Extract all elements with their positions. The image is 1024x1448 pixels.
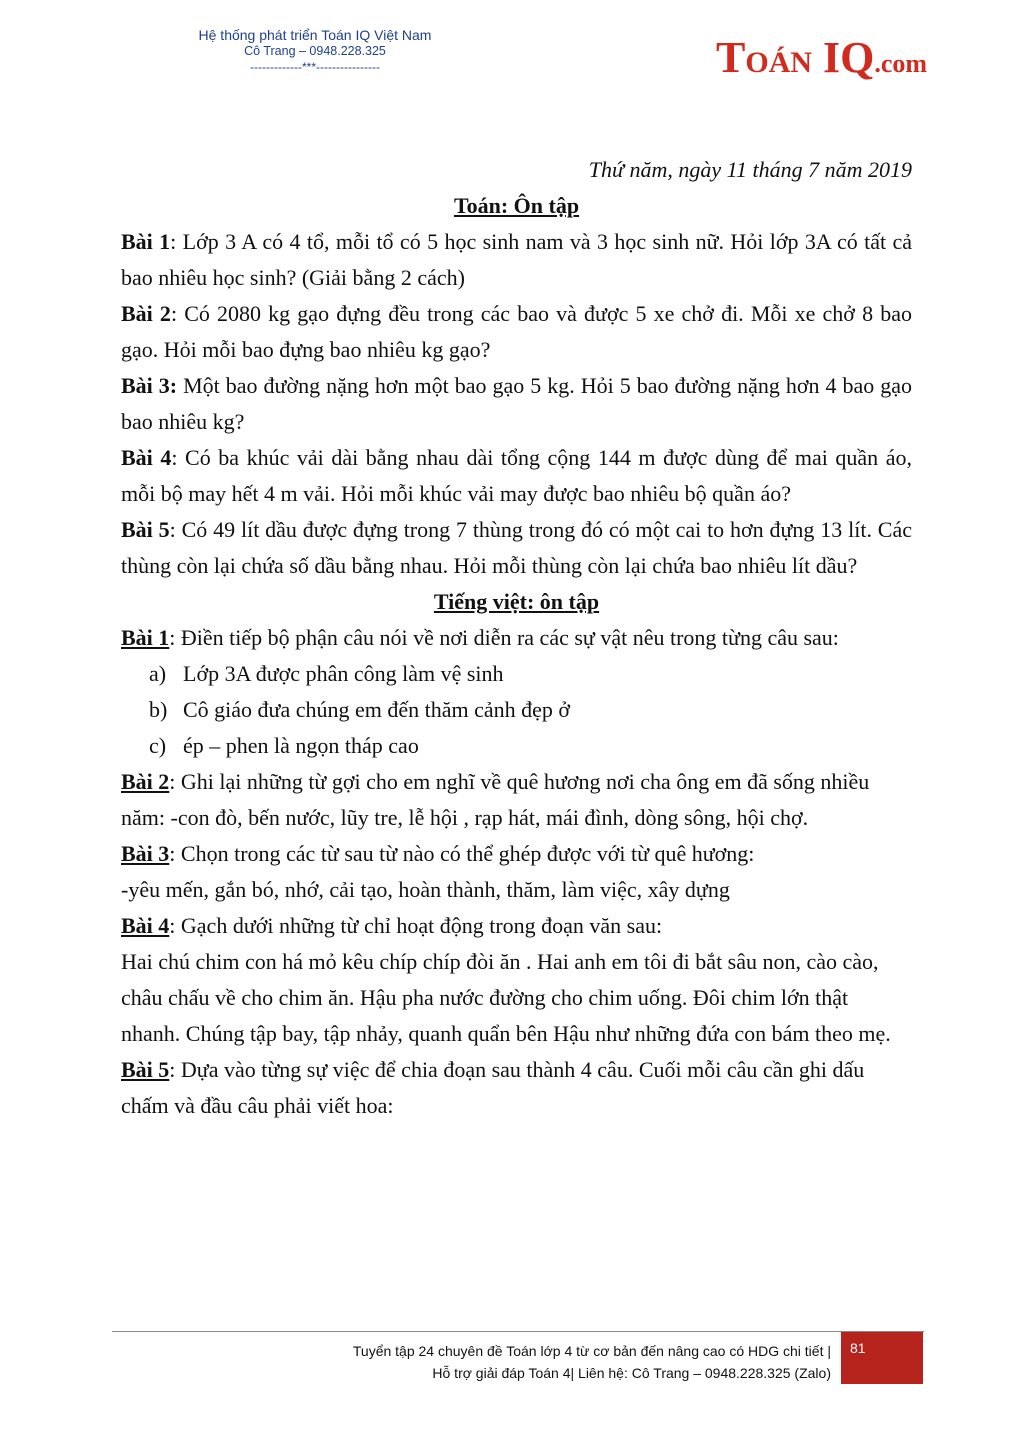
vn-exercise-1-item-c [121, 728, 912, 764]
exercise-text: : Điền tiếp bộ phận câu nói về nơi diễn ra các sự vật nêu trong từng câu sau: [169, 625, 839, 650]
problem-text: Có 2080 kg gạo đựng đều trong các bao và được 5 xe chở đi. Mỗi xe chở 8 bao gạo. Hỏi mỗi bao đựng bao nhiêu kg gạo? [121, 301, 912, 362]
math-problem-3 [121, 368, 912, 440]
problem-label: Bài 1 [121, 229, 171, 254]
math-problem-1 [121, 224, 912, 296]
logo-dot-com: .com [874, 49, 928, 78]
logo-letters-oan: OÁN [745, 46, 813, 79]
document-date: Thứ năm, ngày 11 tháng 7 năm 2019 [588, 157, 912, 182]
problem-text: Một bao đường nặng hơn một bao gạo 5 kg. Hỏi 5 bao đường nặng hơn 4 bao gạo bao nhiêu kg? [121, 373, 912, 434]
problem-sep: : [169, 517, 176, 542]
item-marker: c) [149, 733, 167, 758]
header-line-3: -------------***---------------- [250, 60, 380, 74]
page-number-box [841, 1332, 923, 1384]
problem-label: Bài 3: [121, 373, 178, 398]
vn-exercise-1 [121, 620, 912, 656]
vn-exercise-1-item-b [121, 692, 912, 728]
header-info [160, 27, 470, 75]
exercise-text: : Gạch dưới những từ chỉ hoạt động trong đoạn văn sau: [169, 913, 663, 938]
problem-label: Bài 2 [121, 301, 171, 326]
exercise-label: Bài 3 [121, 841, 170, 866]
exercise-label: Bài 1 [121, 625, 170, 650]
problem-text: Lớp 3 A có 4 tổ, mỗi tổ có 5 học sinh nam và 3 học sinh nữ. Hỏi lớp 3A có tất cả bao nhiêu học sinh? (Giải bằng 2 cách) [121, 229, 912, 290]
item-text: Lớp 3A được phân công làm vệ sinh [183, 661, 504, 686]
problem-label: Bài 5 [121, 517, 170, 542]
footer-divider [112, 1331, 924, 1332]
document-body [121, 152, 912, 1124]
item-text: ép – phen là ngọn tháp cao [183, 733, 419, 758]
vn-exercise-5 [121, 1052, 912, 1124]
problem-sep: : [170, 229, 177, 254]
exercise-text: : Chọn trong các từ sau từ nào có thể ghép được với từ quê hương: [169, 841, 755, 866]
math-problem-4 [121, 440, 912, 512]
item-marker: b) [149, 697, 168, 722]
vn-exercise-3 [121, 836, 912, 872]
problem-text: Có 49 lít dầu được đựng trong 7 thùng trong đó có một cai to hơn đựng 13 lít. Các thùng còn lại chứa số dầu bằng nhau. Hỏi mỗi thùng còn lại chứa bao nhiêu lít dầu? [121, 517, 912, 578]
math-problem-5 [121, 512, 912, 584]
exercise-label: Bài 4 [121, 913, 170, 938]
footer-line-1: Tuyển tập 24 chuyên đề Toán lớp 4 từ cơ bản đến nâng cao có HDG chi tiết | [352, 1343, 831, 1359]
problem-text: Có ba khúc vải dài bằng nhau dài tổng cộng 144 m được dùng để mai quần áo, mỗi bộ may hết 4 m vải. Hỏi mỗi khúc vải may được bao nhiêu bộ quần áo? [121, 445, 912, 506]
item-text: Cô giáo đưa chúng em đến thăm cảnh đẹp ở [183, 697, 571, 722]
vn-exercise-3-word-list: -yêu mến, gắn bó, nhớ, cải tạo, hoàn thành, thăm, làm việc, xây dựng [121, 877, 730, 902]
header-line-2: Cô Trang – 0948.228.325 [244, 44, 386, 58]
exercise-label: Bài 2 [121, 769, 170, 794]
problem-label: Bài 4 [121, 445, 172, 470]
vn-exercise-4-paragraph: Hai chú chim con há mỏ kêu chíp chíp đòi ăn . Hai anh em tôi đi bắt sâu non, cào cào, châu chấu về cho chim ăn. Hậu pha nước đường cho chim uống. Đôi chim lớn thật nhanh. Chúng tập bay, tập nhảy, quanh quẩn bên Hậu như những đứa con bám theo mẹ. [121, 949, 891, 1046]
vietnamese-section-title: Tiếng việt: ôn tập [433, 589, 600, 614]
math-section-title: Toán: Ôn tập [453, 193, 580, 218]
exercise-label: Bài 5 [121, 1057, 170, 1082]
exercise-text: : Dựa vào từng sự việc để chia đoạn sau thành 4 câu. Cuối mỗi câu cần ghi dấu chấm và đầu câu phải viết hoa: [121, 1057, 865, 1118]
vn-exercise-2 [121, 764, 912, 836]
vn-exercise-1-item-a [121, 656, 912, 692]
logo-letters-iq: IQ [812, 33, 875, 82]
header-line-1: Hệ thống phát triển Toán IQ Việt Nam [198, 27, 432, 43]
problem-sep: : [171, 445, 178, 470]
footer-text [230, 1340, 831, 1384]
math-problem-2 [121, 296, 912, 368]
page-number: 81 [850, 1340, 866, 1356]
exercise-text: : Ghi lại những từ gợi cho em nghĩ về quê hương nơi cha ông em đã sống nhiều năm: -con đò, bến nước, lũy tre, lễ hội , rạp hát, mái đình, dòng sông, hội chợ. [121, 769, 870, 830]
logo-letter-t: T [716, 33, 746, 82]
vn-exercise-4 [121, 908, 912, 944]
footer-line-2: Hỗ trợ giải đáp Toán 4| Liên hệ: Cô Trang – 0948.228.325 (Zalo) [432, 1365, 831, 1381]
item-marker: a) [149, 661, 167, 686]
toaniq-logo [716, 32, 927, 83]
problem-sep: : [170, 301, 178, 326]
